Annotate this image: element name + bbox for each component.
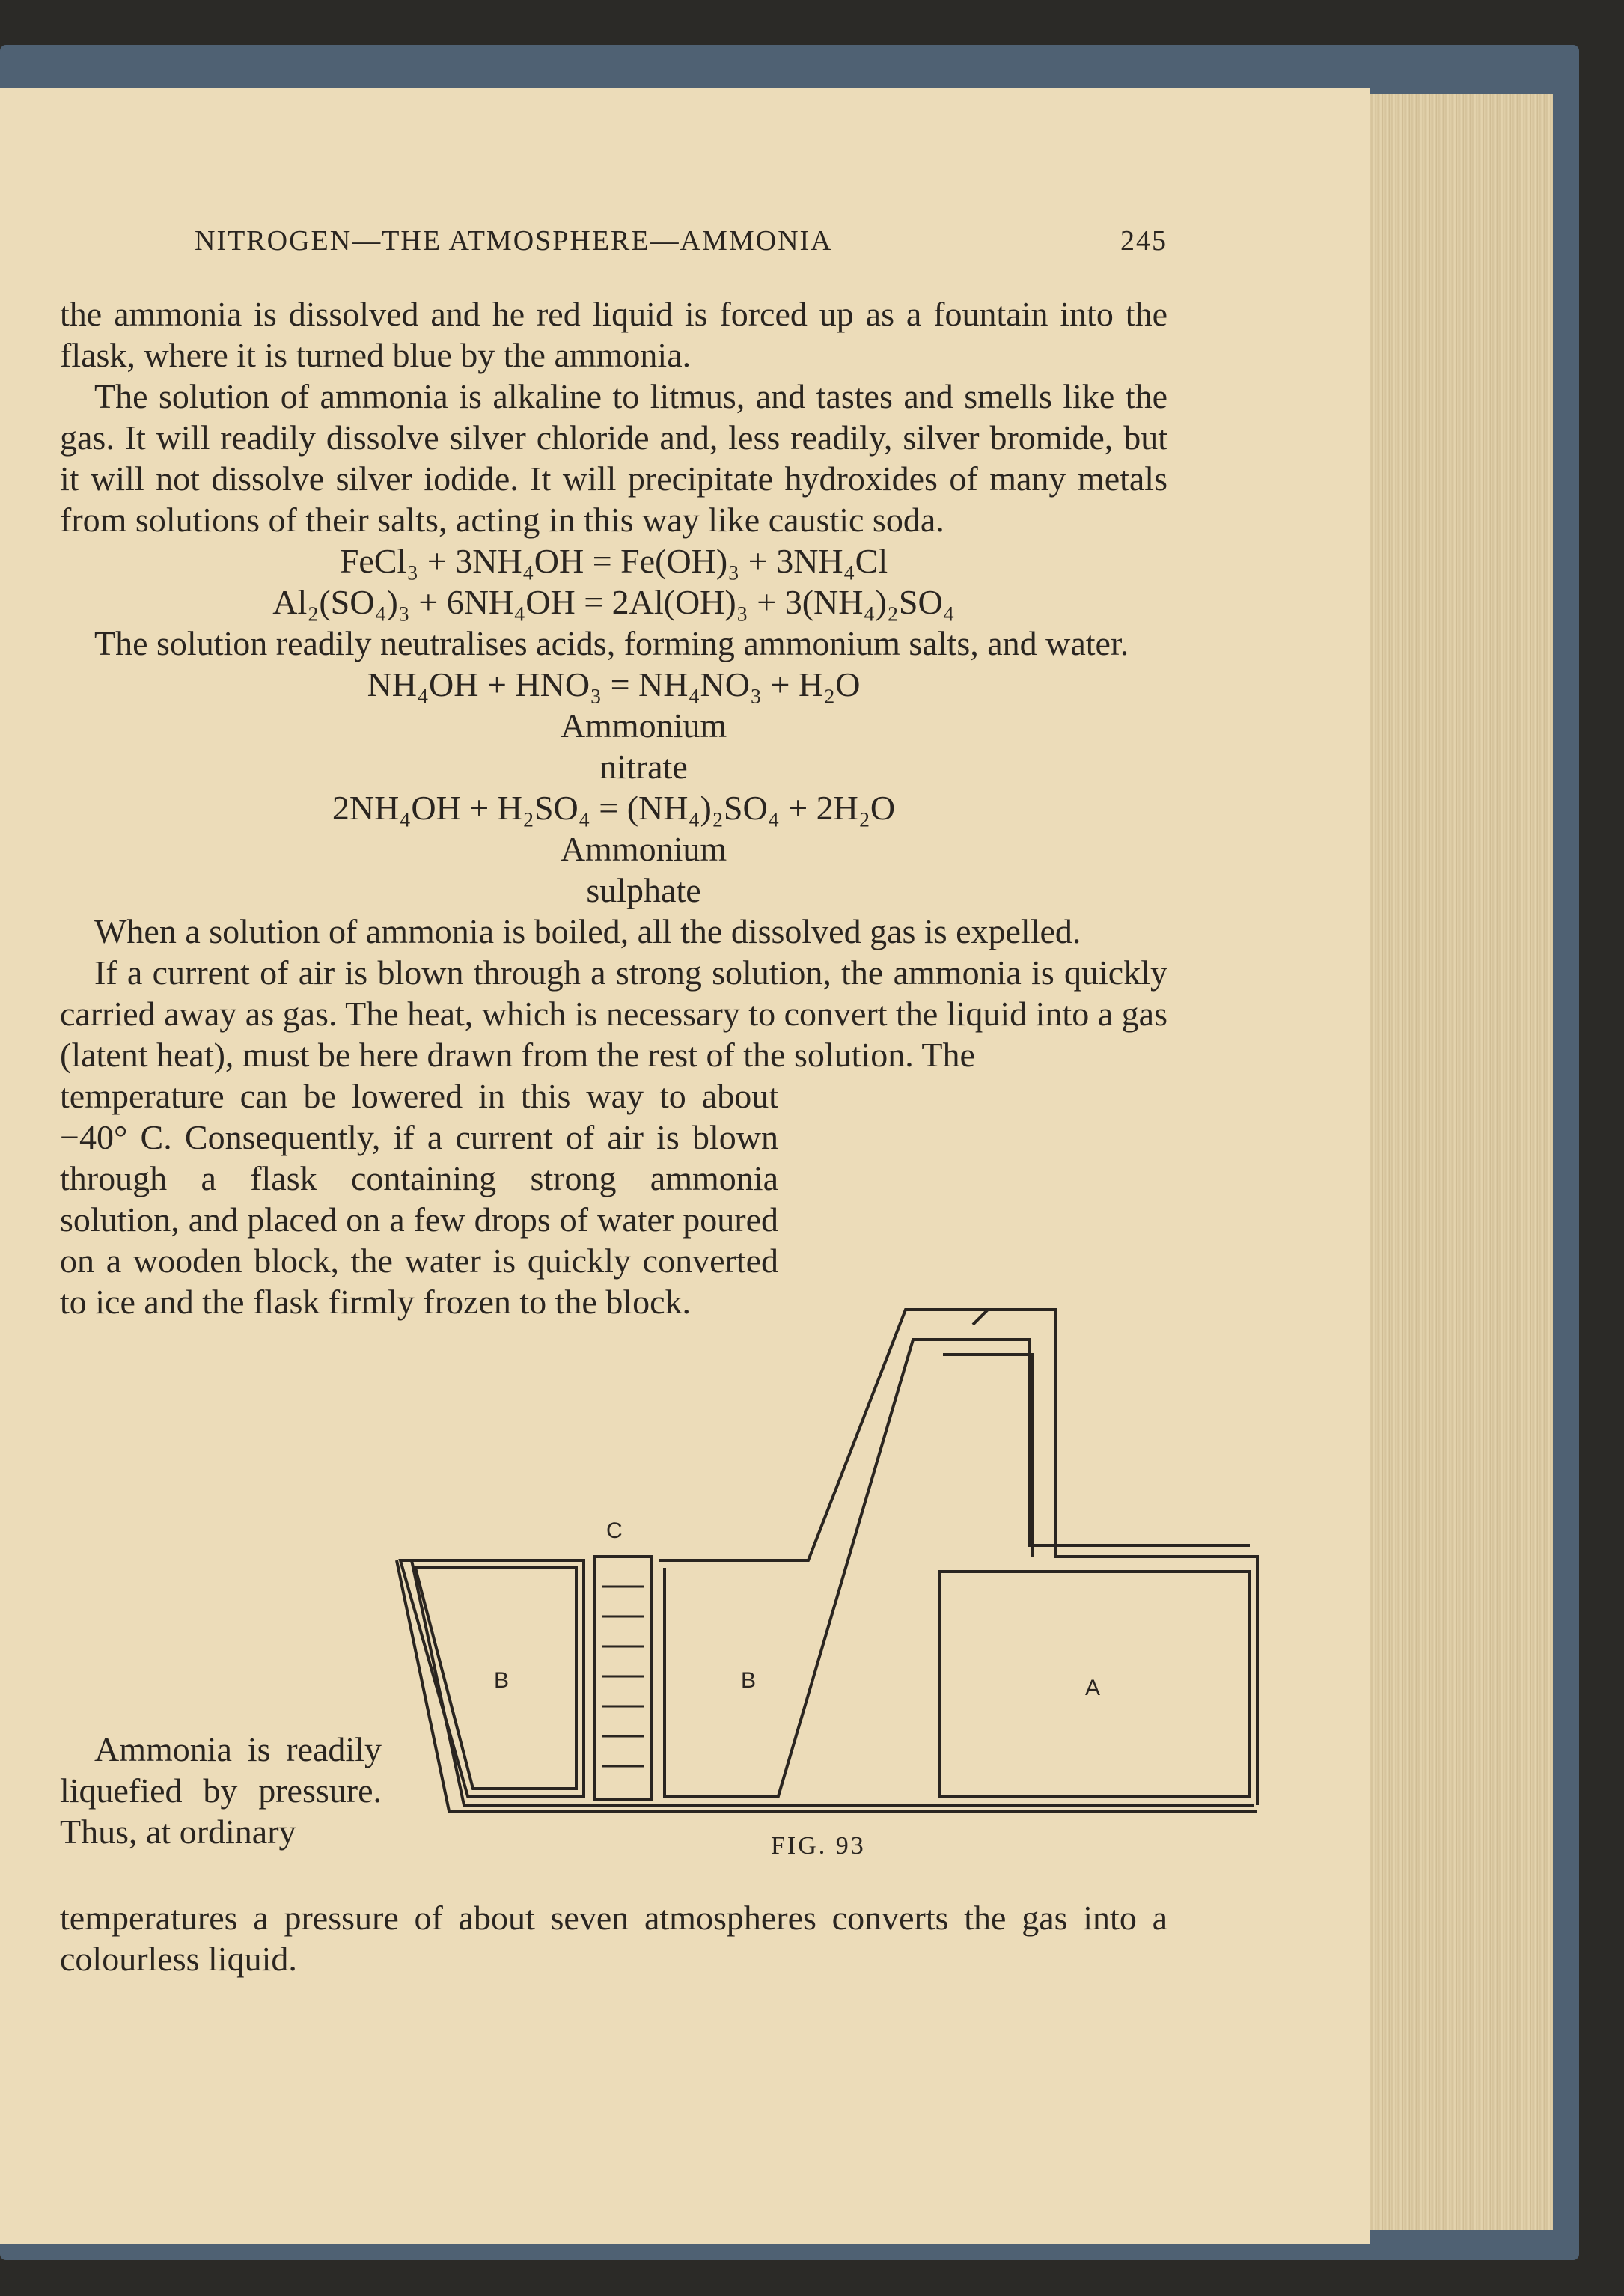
- paragraph-2: The solution of ammonia is alkaline to litmus, and tastes and smells like the gas. It will readily dissolve silver chloride and, less readily, silver bromide, but it will not dissolve silver iodide. It will precipitate hydroxides of many metals from solutions of their salts, acting in this way like caustic soda.: [60, 377, 1167, 539]
- vessel-b-left: [400, 1560, 584, 1796]
- paragraph-5: If a current of air is blown through a strong solution, the ammonia is quickly carried away as gas. The heat, which is necessary to convert the liquid into a gas (latent heat), must be here drawn from the rest of the solution. The: [60, 953, 1167, 1074]
- tube-c-liquid: [602, 1587, 644, 1766]
- paragraph-5-wrap: temperature can be lowered in this way to about −40° C. Consequently, if a current of air is blown through a flask containing strong ammonia solution, and placed on a few drops of water poured on a wooden block, the water is quickly converted to ice and the flask firmly frozen to the block.: [60, 1077, 778, 1321]
- vessel-b-right-outer: [659, 1310, 1257, 1805]
- label-c: C: [606, 1518, 623, 1543]
- page-edges: [1370, 94, 1553, 2230]
- paragraph-3: The solution readily neutralises acids, forming ammonium salts, and water.: [94, 624, 1129, 662]
- apparatus-diagram: [389, 1302, 1265, 1893]
- equation-4-label-2: sulphate: [586, 871, 701, 909]
- paragraph-6-wrap: Ammonia is readily liquefied by pressure. Thus, at ordinary: [60, 1730, 382, 1851]
- figure-caption: FIG. 93: [771, 1832, 866, 1860]
- equation-3: NH₄OH + HNO₃ = NH₄NO₃ + H₂O: [367, 665, 861, 703]
- tray-outline: [397, 1560, 1257, 1811]
- tube-c: [595, 1557, 651, 1800]
- equation-3-label-1: Ammonium: [560, 706, 727, 745]
- paragraph-4: When a solution of ammonia is boiled, all the dissolved gas is expelled.: [94, 912, 1081, 950]
- running-header: [60, 225, 1167, 269]
- equation-4-label-1: Ammonium: [560, 830, 727, 868]
- paragraph-6-tail-block: [60, 1897, 1167, 1979]
- label-b-right: B: [741, 1668, 757, 1693]
- header-title: NITROGEN—THE ATMOSPHERE—AMMONIA: [195, 225, 833, 257]
- equation-3-label-2: nitrate: [599, 748, 688, 786]
- equation-4: 2NH₄OH + H₂SO₄ = (NH₄)₂SO₄ + 2H₂O: [332, 789, 896, 827]
- label-b-left: B: [494, 1668, 510, 1693]
- equation-2: Al₂(SO₄)₃ + 6NH₄OH = 2Al(OH)₃ + 3(NH₄)₂SO₄: [272, 583, 955, 621]
- page-body: [60, 293, 1167, 1322]
- equation-1: FeCl₃ + 3NH₄OH = Fe(OH)₃ + 3NH₄Cl: [339, 542, 888, 580]
- page-number: 245: [1120, 225, 1167, 257]
- paragraph-1: the ammonia is dissolved and he red liquid is forced up as a fountain into the flask, where it is turned blue by the ammonia.: [60, 295, 1167, 374]
- label-a: A: [1085, 1676, 1101, 1700]
- figure-93: [389, 1302, 1265, 1893]
- paragraph-6-tail: temperatures a pressure of about seven atmospheres converts the gas into a colourless liquid.: [60, 1899, 1167, 1978]
